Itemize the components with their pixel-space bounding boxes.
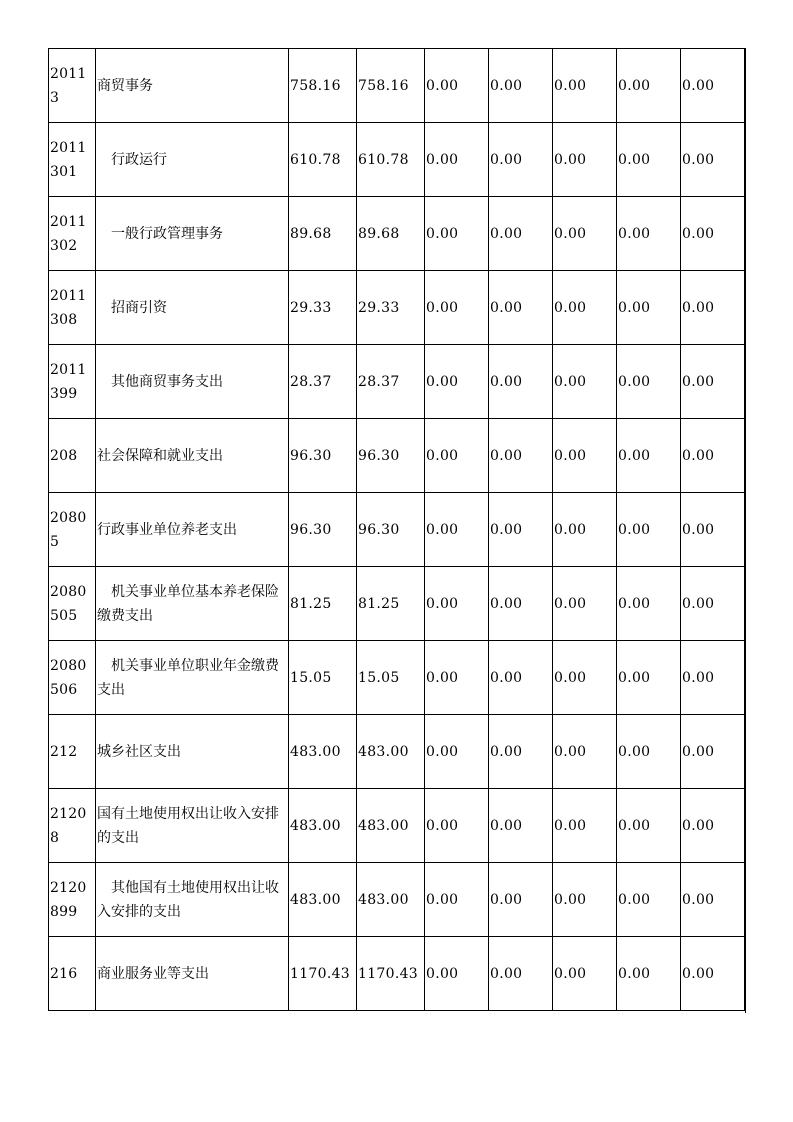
basic-expenditure-cell: 15.05 xyxy=(357,641,425,715)
subject-code-cell: 20113 xyxy=(49,49,96,123)
subject-name-cell xyxy=(96,937,289,1011)
subordinate-subsidy-cell: 0.00 xyxy=(553,567,617,641)
total-amount-cell: 1170.43 xyxy=(289,937,357,1011)
enterprise-expenditure-cell: 0.00 xyxy=(489,345,553,419)
table-row xyxy=(49,271,745,345)
basic-expenditure-cell: 483.00 xyxy=(357,863,425,937)
enterprise-expenditure-cell: 0.00 xyxy=(489,641,553,715)
operating-expenditure-cell: 0.00 xyxy=(617,567,681,641)
subordinate-subsidy-cell: 0.00 xyxy=(553,49,617,123)
other-expenditure-cell: 0.00 xyxy=(681,493,745,567)
other-expenditure-cell: 0.00 xyxy=(681,641,745,715)
subject-name-text: 商贸事务 xyxy=(97,77,153,94)
subject-name-text: 国有土地使用权出让收入安排的支出 xyxy=(97,805,279,846)
subordinate-subsidy-cell: 0.00 xyxy=(553,715,617,789)
basic-expenditure-cell: 1170.43 xyxy=(357,937,425,1011)
subject-name-text: 商业服务业等支出 xyxy=(97,965,209,982)
basic-expenditure-cell: 758.16 xyxy=(357,49,425,123)
other-expenditure-cell: 0.00 xyxy=(681,345,745,419)
page-right-double-rule xyxy=(745,48,746,1013)
table-row xyxy=(49,419,745,493)
subordinate-subsidy-cell: 0.00 xyxy=(553,641,617,715)
subject-name-cell xyxy=(96,715,289,789)
total-amount-cell: 610.78 xyxy=(289,123,357,197)
table-row xyxy=(49,715,745,789)
subject-name-text: 行政事业单位养老支出 xyxy=(97,521,237,538)
other-expenditure-cell: 0.00 xyxy=(681,715,745,789)
operating-expenditure-cell: 0.00 xyxy=(617,123,681,197)
project-expenditure-cell: 0.00 xyxy=(425,641,489,715)
total-amount-cell: 483.00 xyxy=(289,789,357,863)
operating-expenditure-cell: 0.00 xyxy=(617,641,681,715)
enterprise-expenditure-cell: 0.00 xyxy=(489,715,553,789)
subject-name-text: 其他商贸事务支出 xyxy=(111,373,223,390)
operating-expenditure-cell: 0.00 xyxy=(617,419,681,493)
other-expenditure-cell: 0.00 xyxy=(681,123,745,197)
total-amount-cell: 15.05 xyxy=(289,641,357,715)
subject-code-cell: 208 xyxy=(49,419,96,493)
basic-expenditure-cell: 89.68 xyxy=(357,197,425,271)
enterprise-expenditure-cell: 0.00 xyxy=(489,493,553,567)
operating-expenditure-cell: 0.00 xyxy=(617,493,681,567)
total-amount-cell: 96.30 xyxy=(289,493,357,567)
table-row xyxy=(49,641,745,715)
subject-name-cell xyxy=(96,419,289,493)
subject-code-cell: 212 xyxy=(49,715,96,789)
subject-code-cell: 216 xyxy=(49,937,96,1011)
basic-expenditure-cell: 483.00 xyxy=(357,715,425,789)
total-amount-cell: 89.68 xyxy=(289,197,357,271)
other-expenditure-cell: 0.00 xyxy=(681,567,745,641)
enterprise-expenditure-cell: 0.00 xyxy=(489,271,553,345)
basic-expenditure-cell: 483.00 xyxy=(357,789,425,863)
subordinate-subsidy-cell: 0.00 xyxy=(553,493,617,567)
table-row xyxy=(49,49,745,123)
subject-name-cell xyxy=(96,641,289,715)
other-expenditure-cell: 0.00 xyxy=(681,789,745,863)
other-expenditure-cell: 0.00 xyxy=(681,197,745,271)
basic-expenditure-cell: 29.33 xyxy=(357,271,425,345)
subject-code-cell: 2011302 xyxy=(49,197,96,271)
basic-expenditure-cell: 96.30 xyxy=(357,493,425,567)
table-row xyxy=(49,863,745,937)
subject-name-text: 机关事业单位职业年金缴费支出 xyxy=(97,657,279,698)
project-expenditure-cell: 0.00 xyxy=(425,123,489,197)
project-expenditure-cell: 0.00 xyxy=(425,49,489,123)
operating-expenditure-cell: 0.00 xyxy=(617,789,681,863)
enterprise-expenditure-cell: 0.00 xyxy=(489,49,553,123)
project-expenditure-cell: 0.00 xyxy=(425,345,489,419)
budget-table-frame xyxy=(48,48,745,1011)
subject-name-cell xyxy=(96,493,289,567)
enterprise-expenditure-cell: 0.00 xyxy=(489,937,553,1011)
project-expenditure-cell: 0.00 xyxy=(425,715,489,789)
other-expenditure-cell: 0.00 xyxy=(681,863,745,937)
subject-name-text: 行政运行 xyxy=(111,151,167,168)
subject-name-text: 其他国有土地使用权出让收入安排的支出 xyxy=(97,879,279,920)
subordinate-subsidy-cell: 0.00 xyxy=(553,789,617,863)
total-amount-cell: 28.37 xyxy=(289,345,357,419)
enterprise-expenditure-cell: 0.00 xyxy=(489,197,553,271)
subject-name-cell xyxy=(96,863,289,937)
subject-name-text: 招商引资 xyxy=(111,299,167,316)
table-body xyxy=(49,49,745,1011)
subordinate-subsidy-cell: 0.00 xyxy=(553,863,617,937)
total-amount-cell: 483.00 xyxy=(289,863,357,937)
table-row xyxy=(49,197,745,271)
subordinate-subsidy-cell: 0.00 xyxy=(553,419,617,493)
subordinate-subsidy-cell: 0.00 xyxy=(553,345,617,419)
project-expenditure-cell: 0.00 xyxy=(425,493,489,567)
other-expenditure-cell: 0.00 xyxy=(681,419,745,493)
project-expenditure-cell: 0.00 xyxy=(425,863,489,937)
project-expenditure-cell: 0.00 xyxy=(425,419,489,493)
project-expenditure-cell: 0.00 xyxy=(425,567,489,641)
table-row xyxy=(49,789,745,863)
operating-expenditure-cell: 0.00 xyxy=(617,49,681,123)
operating-expenditure-cell: 0.00 xyxy=(617,715,681,789)
table-row xyxy=(49,493,745,567)
table-row xyxy=(49,567,745,641)
subject-name-cell xyxy=(96,197,289,271)
basic-expenditure-cell: 96.30 xyxy=(357,419,425,493)
other-expenditure-cell: 0.00 xyxy=(681,49,745,123)
subject-name-text: 一般行政管理事务 xyxy=(111,225,223,242)
subject-code-cell: 20805 xyxy=(49,493,96,567)
budget-expenditure-table xyxy=(48,48,745,1011)
basic-expenditure-cell: 81.25 xyxy=(357,567,425,641)
subject-code-cell: 2011308 xyxy=(49,271,96,345)
total-amount-cell: 81.25 xyxy=(289,567,357,641)
subject-code-cell: 2080505 xyxy=(49,567,96,641)
table-row xyxy=(49,123,745,197)
subject-name-cell xyxy=(96,271,289,345)
total-amount-cell: 483.00 xyxy=(289,715,357,789)
operating-expenditure-cell: 0.00 xyxy=(617,197,681,271)
table-row xyxy=(49,345,745,419)
subject-name-cell xyxy=(96,49,289,123)
other-expenditure-cell: 0.00 xyxy=(681,271,745,345)
operating-expenditure-cell: 0.00 xyxy=(617,863,681,937)
basic-expenditure-cell: 28.37 xyxy=(357,345,425,419)
total-amount-cell: 29.33 xyxy=(289,271,357,345)
project-expenditure-cell: 0.00 xyxy=(425,271,489,345)
project-expenditure-cell: 0.00 xyxy=(425,937,489,1011)
operating-expenditure-cell: 0.00 xyxy=(617,937,681,1011)
subject-name-text: 社会保障和就业支出 xyxy=(97,447,223,464)
subject-name-cell xyxy=(96,123,289,197)
enterprise-expenditure-cell: 0.00 xyxy=(489,863,553,937)
total-amount-cell: 758.16 xyxy=(289,49,357,123)
table-row xyxy=(49,937,745,1011)
subject-code-cell: 2011399 xyxy=(49,345,96,419)
subject-code-cell: 2120899 xyxy=(49,863,96,937)
subject-name-text: 机关事业单位基本养老保险缴费支出 xyxy=(97,583,279,624)
operating-expenditure-cell: 0.00 xyxy=(617,271,681,345)
subject-code-cell: 2011301 xyxy=(49,123,96,197)
operating-expenditure-cell: 0.00 xyxy=(617,345,681,419)
subordinate-subsidy-cell: 0.00 xyxy=(553,123,617,197)
subject-name-cell xyxy=(96,345,289,419)
other-expenditure-cell: 0.00 xyxy=(681,937,745,1011)
enterprise-expenditure-cell: 0.00 xyxy=(489,789,553,863)
total-amount-cell: 96.30 xyxy=(289,419,357,493)
subordinate-subsidy-cell: 0.00 xyxy=(553,197,617,271)
subject-name-text: 城乡社区支出 xyxy=(97,743,181,760)
enterprise-expenditure-cell: 0.00 xyxy=(489,419,553,493)
project-expenditure-cell: 0.00 xyxy=(425,789,489,863)
enterprise-expenditure-cell: 0.00 xyxy=(489,123,553,197)
subordinate-subsidy-cell: 0.00 xyxy=(553,271,617,345)
enterprise-expenditure-cell: 0.00 xyxy=(489,567,553,641)
subject-code-cell: 2080506 xyxy=(49,641,96,715)
project-expenditure-cell: 0.00 xyxy=(425,197,489,271)
subject-name-cell xyxy=(96,789,289,863)
basic-expenditure-cell: 610.78 xyxy=(357,123,425,197)
subject-name-cell xyxy=(96,567,289,641)
subordinate-subsidy-cell: 0.00 xyxy=(553,937,617,1011)
subject-code-cell: 21208 xyxy=(49,789,96,863)
